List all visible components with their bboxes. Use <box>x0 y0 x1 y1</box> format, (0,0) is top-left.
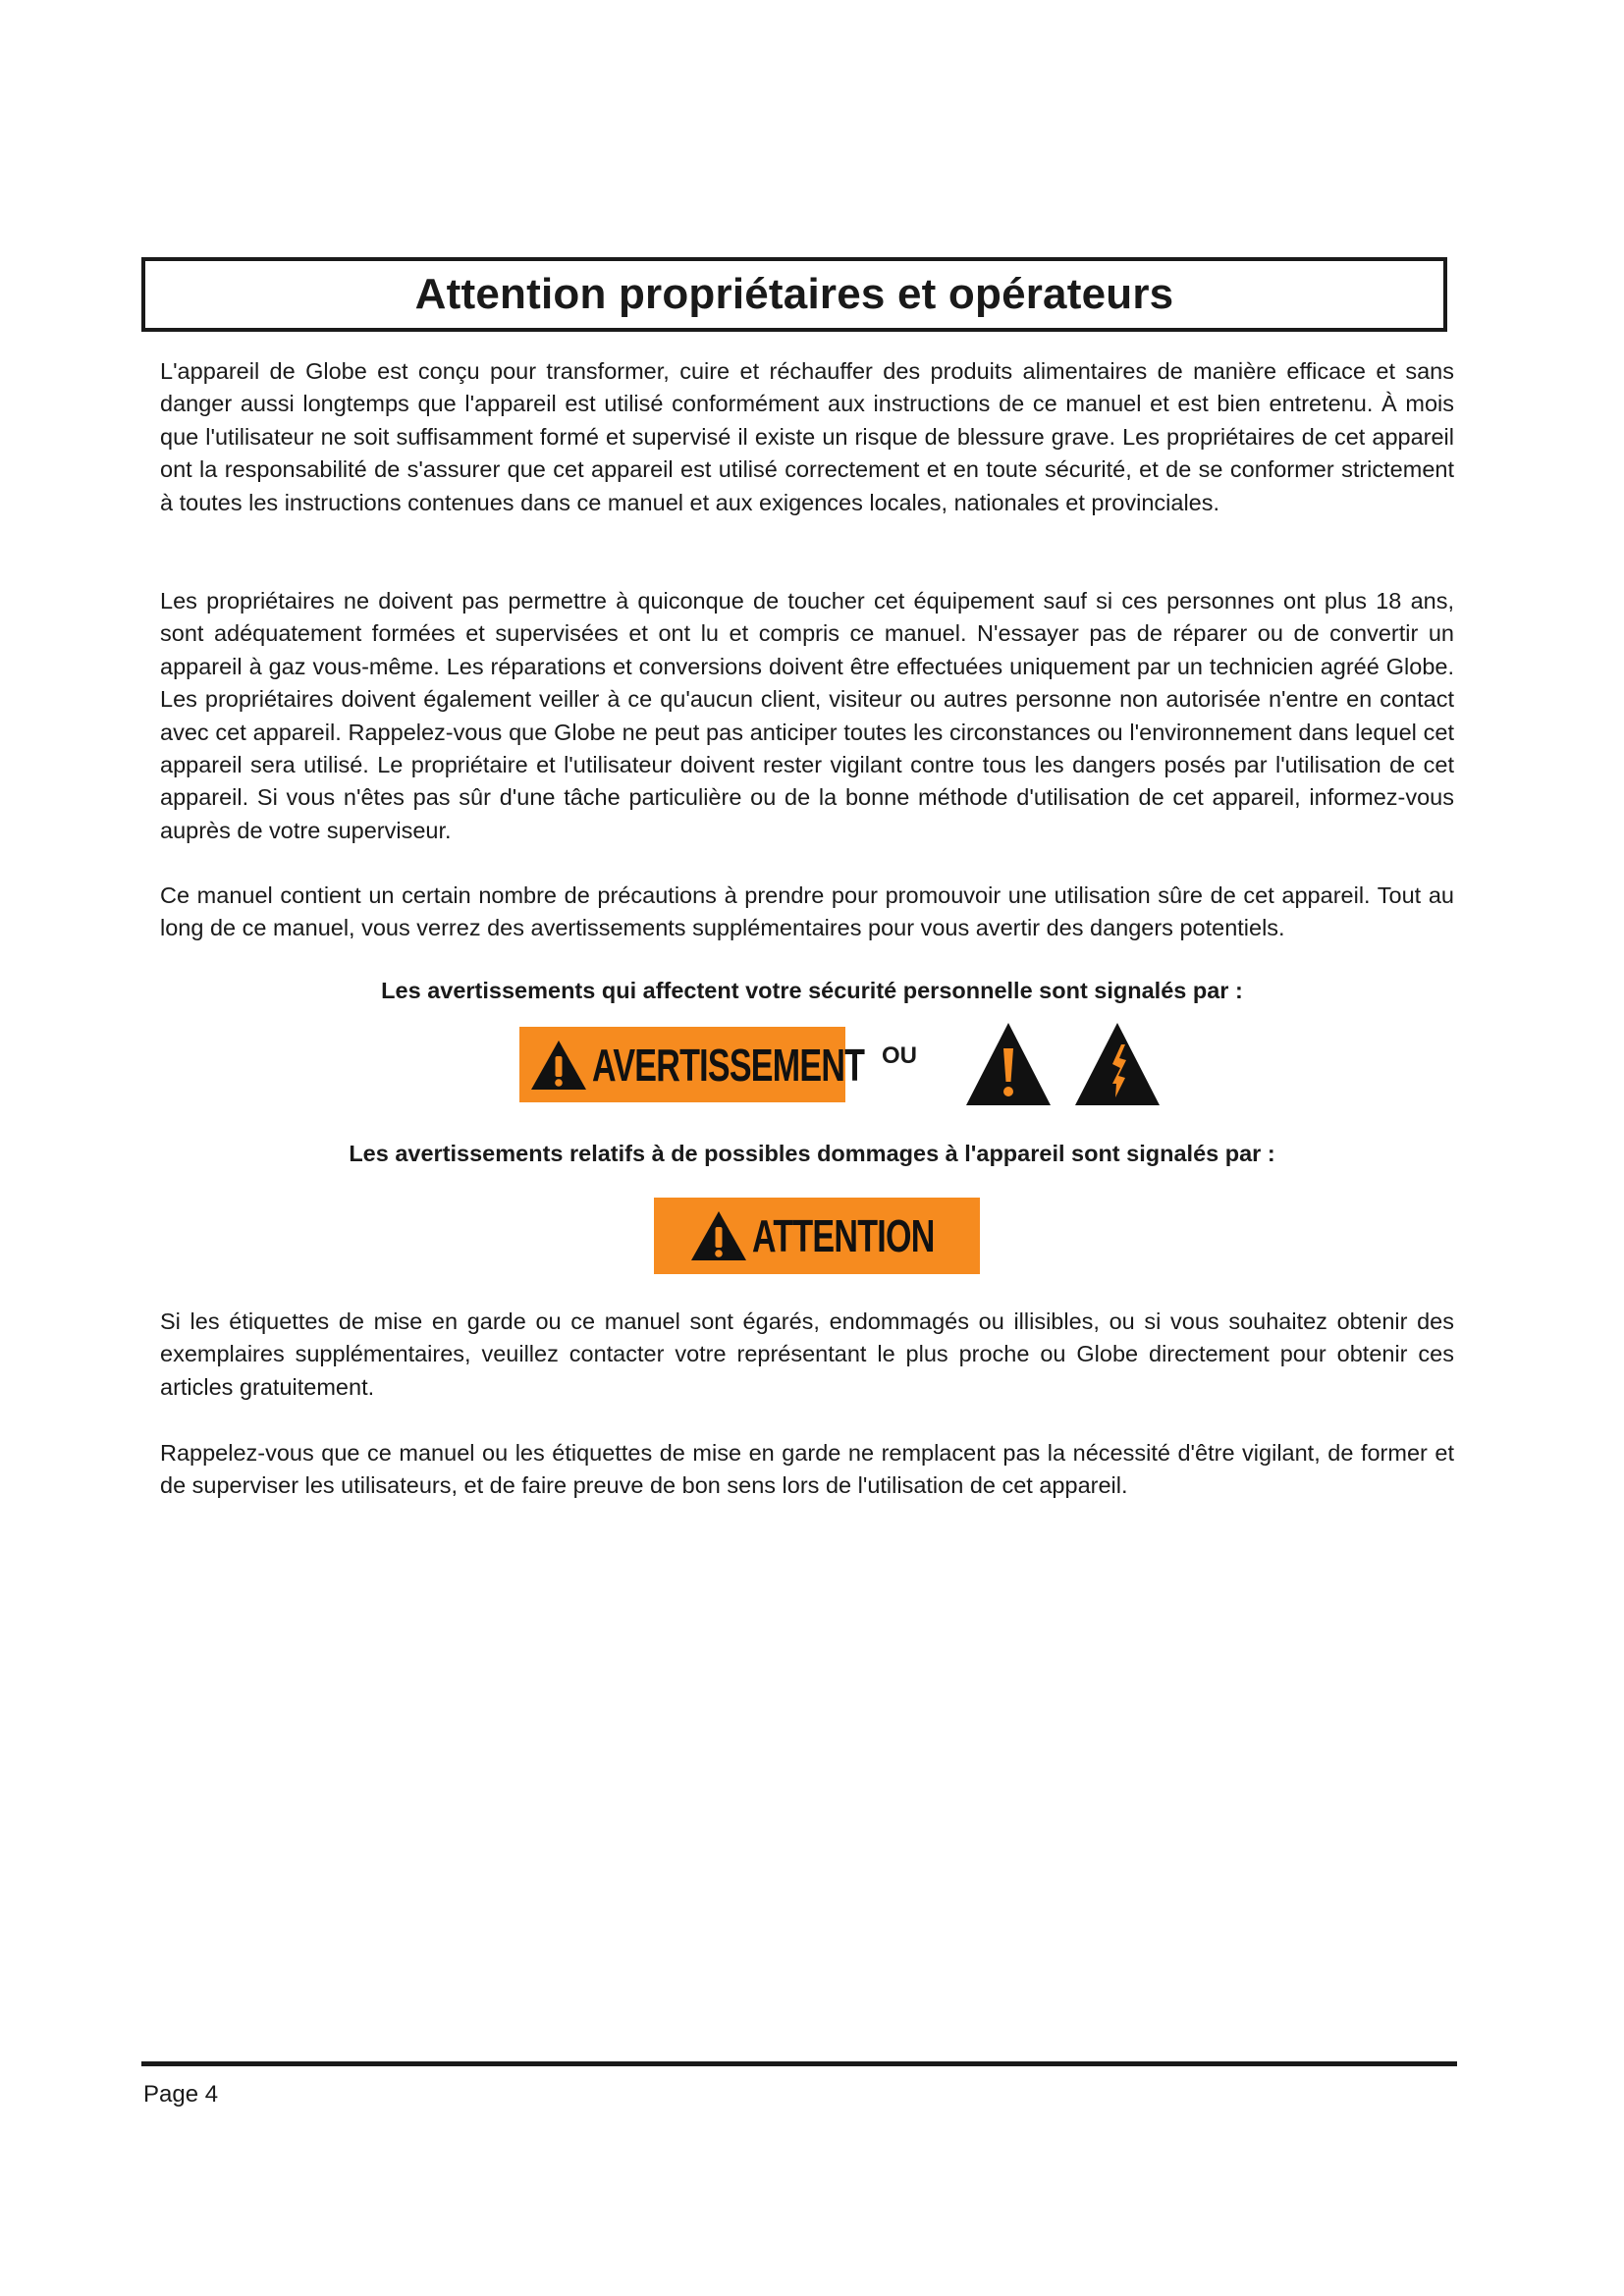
warning-label <box>519 1027 865 1102</box>
warning-label-text: AVERTISSEMENT <box>592 1039 865 1091</box>
or-text: OU <box>882 1042 917 1069</box>
page-number: Page 4 <box>143 2081 219 2108</box>
electric-shock-triangle-icon <box>1073 1021 1162 1107</box>
title-box <box>141 257 1447 332</box>
personal-safety-heading: Les avertissements qui affectent votre sécurité personnelle sont signalés par : <box>381 978 1243 1003</box>
device-damage-heading: Les avertissements relatifs à de possibles dommages à l'appareil sont signalés par : <box>349 1141 1275 1166</box>
precautions-paragraph: Ce manuel contient un certain nombre de précautions à prendre pour promouvoir une utilisation sûre de cet appareil. Tout au long de ce manuel, vous verrez des avertissements supplémentaires pour vous avertir des dangers potentiels. <box>160 882 1454 941</box>
warning-triangle-icon <box>689 1209 748 1262</box>
intro-paragraph: L'appareil de Globe est conçu pour transformer, cuire et réchauffer des produits alimentaires de manière efficace et sans danger aussi longtemps que l'appareil est utilisé conformément aux instructions de ce manuel et est bien entretenu. À mois que l'utilisateur ne soit suffisamment formé et supervisé il existe un risque de blessure grave. Les propriétaires de cet appareil ont la responsabilité de s'assurer que cet appareil est utilisé correctement et en toute sécurité, et de se conformer strictement à toutes les instructions contenues dans ce manuel et aux exigences locales, nationales et provinciales. <box>160 358 1454 515</box>
exclamation-triangle-icon <box>964 1021 1053 1107</box>
owner-responsibility-paragraph: Les propriétaires ne doivent pas permettre à quiconque de toucher cet équipement sauf si ces personnes ont plus 18 ans, sont adéquatement formées et supervisées et ont lu et compris ce manuel. N'essayer pas de réparer ou de convertir un appareil à gaz vous-même. Les réparations et conversions doivent être effectuées uniquement par un technicien agréé Globe. Les propriétaires doivent également veiller à ce qu'aucun client, visiteur ou autres personne non autorisée n'entre en contact avec cet appareil. Rappelez-vous que Globe ne peut pas anticiper toutes les circonstances ou l'environnement dans lequel cet appareil sera utilisé. Le propriétaire et l'utilisateur doivent rester vigilant contre tous les dangers posés par l'utilisation de cet appareil. Si vous n'êtes pas sûr d'une tâche particulière ou de la bonne méthode d'utilisation de cet appareil, informez-vous auprès de votre superviseur. <box>160 588 1454 843</box>
page-title: Attention propriétaires et opérateurs <box>414 270 1174 318</box>
reminder-paragraph: Rappelez-vous que ce manuel ou les étiquettes de mise en garde ne remplacent pas la nécessité d'être vigilant, de former et de superviser les utilisateurs, et de faire preuve de bon sens lors de l'utilisation de cet appareil. <box>160 1440 1454 1499</box>
footer-rule <box>141 2061 1457 2066</box>
replacement-labels-paragraph: Si les étiquettes de mise en garde ou ce manuel sont égarés, endommagés ou illisibles, ou si vous souhaitez obtenir des exemplaires supplémentaires, veuillez contacter votre représentant le plus proche ou Globe directement pour obtenir ces articles gratuitement. <box>160 1308 1454 1400</box>
attention-label-text: ATTENTION <box>752 1210 935 1261</box>
attention-label <box>654 1198 980 1274</box>
warning-triangle-icon <box>529 1039 588 1092</box>
